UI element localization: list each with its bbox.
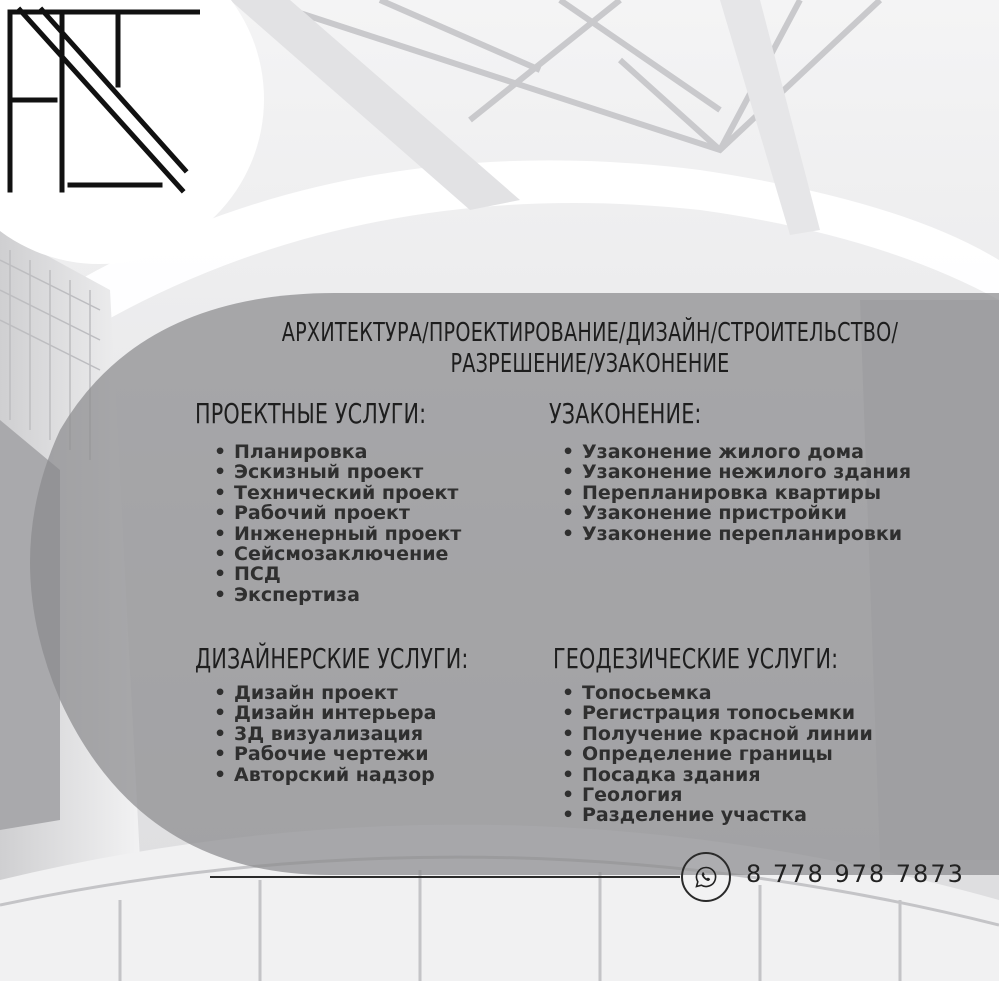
section-title-legal: УЗАКОНЕНИЕ: [549, 397, 702, 430]
section-title-geo: ГЕОДЕЗИЧЕСКИЕ УСЛУГИ: [553, 642, 839, 675]
list-project-services [214, 442, 461, 605]
list-item: • ПСД [214, 564, 461, 584]
list-item: • Геология [562, 785, 873, 805]
list-item: • Посадка здания [562, 765, 873, 785]
list-item: • Экспертиза [214, 585, 461, 605]
headline-line-2: РАЗРЕШЕНИЕ/УЗАКОНЕНИЕ [450, 349, 730, 379]
list-item: • Эскизный проект [214, 462, 461, 482]
list-item: • Узаконение нежилого здания [562, 462, 911, 482]
headline-line-1: АРХИТЕКТУРА/ПРОЕКТИРОВАНИЕ/ДИЗАЙН/СТРОИТЕЛЬСТВО/ [281, 318, 899, 348]
list-item: • Дизайн интерьера [214, 703, 436, 723]
phone-number[interactable]: 8 778 978 7873 [746, 860, 965, 888]
list-item: • Узаконение пристройки [562, 503, 911, 523]
list-item: • Авторский надзор [214, 765, 436, 785]
whatsapp-button[interactable] [681, 852, 731, 902]
list-geo-services [562, 683, 873, 826]
list-item: • Планировка [214, 442, 461, 462]
list-item: • Инженерный проект [214, 524, 461, 544]
list-item: • Получение красной линии [562, 724, 873, 744]
list-design-services [214, 683, 436, 785]
list-item: • Перепланировка квартиры [562, 483, 911, 503]
list-item: • 3Д визуализация [214, 724, 436, 744]
list-item: • Регистрация топосьемки [562, 703, 873, 723]
section-title-project: ПРОЕКТНЫЕ УСЛУГИ: [195, 397, 427, 430]
list-item: • Узаконение перепланировки [562, 524, 911, 544]
divider-line [210, 876, 680, 878]
whatsapp-icon [694, 865, 718, 889]
list-legal-services [562, 442, 911, 544]
list-item: • Топосьемка [562, 683, 873, 703]
list-item: • Определение границы [562, 744, 873, 764]
list-item: • Разделение участка [562, 805, 873, 825]
logo-mark-icon [0, 0, 200, 200]
list-item: • Технический проект [214, 483, 461, 503]
section-title-design: ДИЗАЙНЕРСКИЕ УСЛУГИ: [195, 642, 469, 675]
list-item: • Узаконение жилого дома [562, 442, 911, 462]
list-item: • Рабочий проект [214, 503, 461, 523]
list-item: • Сейсмозаключение [214, 544, 461, 564]
list-item: • Рабочие чертежи [214, 744, 436, 764]
list-item: • Дизайн проект [214, 683, 436, 703]
